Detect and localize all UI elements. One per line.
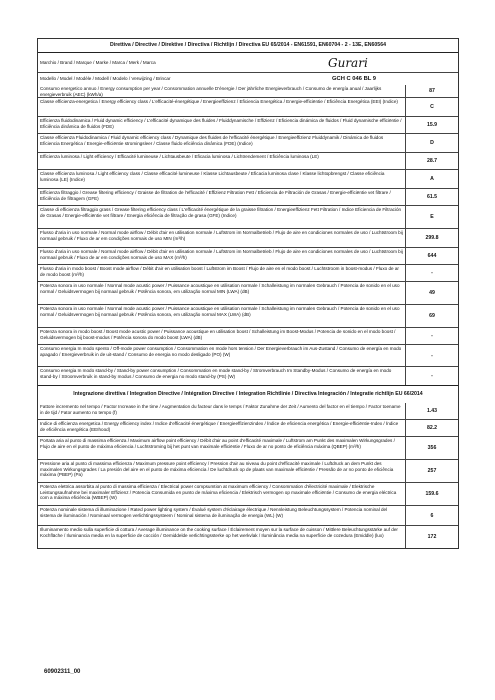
parameter-value: 49 <box>405 282 458 304</box>
parameter-label: Efficienza luminosa / Light efficiency / Efficacité lumineuse / Lichtausbeute / Eficacia luminosa / Lichtrendement / Eficiência luminosa (LE) <box>40 154 319 159</box>
document-code: 60902311_00 <box>44 669 81 675</box>
table-row <box>38 228 458 247</box>
table-row <box>38 505 458 525</box>
parameter-label: Potenza sonora in uso normale / Normal mode acustic power / Puissance acoustique en utilisation normale / Schalleistung im normalen Gebrauch / Potencia de sonido en el uso normal / Geluidsvermogen bij normaal gebruik / Potência sonora, em utilização normal MAX (LWA) (dB) <box>40 306 400 317</box>
parameter-value: 257 <box>405 460 458 482</box>
table-row <box>38 152 458 169</box>
table-row <box>38 85 458 97</box>
parameter-value: 356 <box>405 437 458 459</box>
table-row <box>38 327 458 344</box>
table-row <box>38 419 458 436</box>
parameter-label: Potenza sonora in uso normale / Normal mode acustic power / Puissance acoustique en utilisation normale / Schalleistung im normalen Gebrauch / Potencia de sonido en el uso normal / Geluidsvermogen bij normaal gebruik / Potência sonora, em utilização normal MIN (LWA) (dB) <box>40 283 400 294</box>
parameter-value: 1.43 <box>405 403 458 419</box>
parameter-label: Consumo energetico annuo / Energy consumption per year / Consommation annuelle D'énergie / Der jährliche Energieverbrauch / Consumo de energía anual / Jaarlijks energieverbruik (AEC) (kWh/a) <box>40 86 382 97</box>
parameter-label: Classe di efficienza filtraggio grass / Grease filtering efficiency class / L'efficacité énergétique de la graisse filtration / Energieeffizienz Fett Filtration / Indice Eficiencia de Filtración de Grasas / Energie-efficiëntie vet filtrare / Energia eficiência de filtração de grasa (GFE) (Indice) <box>40 207 402 218</box>
parameter-value: 15.9 <box>405 117 458 133</box>
parameter-value: 87 <box>405 85 458 97</box>
table-row <box>38 169 458 188</box>
parameter-label: Portata aria al punto di massima efficienza / Maximum airflow point efficiency / Débit d'air au point d'efficacité maximale / Luftstrom am Punkt des maximalen Wirkungsgrades / Flujo de aire en el punto de máxima eficiencia / Luchtstroming bij het punt van maximale efficiëntie / Fluxo de ar no ponto de eficiência máxima (QBEP) (m³/h) <box>40 438 395 449</box>
table-row <box>38 482 458 505</box>
parameter-value: E <box>405 206 458 228</box>
table-row <box>38 366 458 385</box>
model-label: Modello / Model / Modèle / Modell / Modelo / Verwijzing / Brincar <box>40 76 171 82</box>
parameter-label: Potenza sonora in modo boost / Boost mode acustic power / Puissance acoustique en utilisation boost / Schalleistung im Boost-Modus / Potencia de sonido en el modo boost / Geluidsvermogen bij boost-modus / Potência sonora do modo boost (LWA) (dB) <box>40 329 396 340</box>
parameter-label: Illuminamento medio sulla superficie di cottura / Average illuminance on the cooking surface / Éclairement moyen sur la surface de cuisson / Mittlere Beleuchtungsstärke auf der Kochfläche / Iluminancia media en la superficie de cocción / Gemiddelde verlichtingssterke op het werkvlak / Iluminância media na superfície de cozedura (Emiddle) (lux) <box>40 527 398 538</box>
parameter-value: - <box>405 367 458 385</box>
brand-row <box>38 52 458 72</box>
parameter-value: C <box>405 98 458 116</box>
table-row <box>38 459 458 482</box>
table-row <box>38 188 458 205</box>
parameter-value: 299.8 <box>405 229 458 247</box>
parameter-value: - <box>405 328 458 344</box>
datasheet-table <box>37 38 459 549</box>
table-row <box>38 116 458 133</box>
parameter-label: Flusso d'aria in uso normale / Normal mode airflow / Débit d'air en utilisation normale / Luftstrom im Normalbetrieb / Flujo de aire en condiciones normales de uso / Luchtstroom bij normaal gebruik / Fluxo de ar em condições normais de uso MIN (m³/h) <box>40 230 403 241</box>
parameter-label: Potenza elettrica assorbita al punto di massima efficienza / Electrical power compsumtion at maximum efficiency / Consommation d'électricité maximale / Elektrische Leistungsaufnahme bei maximaler Effizienz / Potencia Consumida en punto de máxima eficiencia / Elektrisch vermogen op maximale efficiëntie / Consumo de energia eléctrica com a máxima eficiência (WBEP) (W) <box>40 484 397 501</box>
table-row <box>38 264 458 281</box>
table-row <box>38 133 458 152</box>
parameter-value: 159.6 <box>405 483 458 505</box>
parameter-value: 82.2 <box>405 420 458 436</box>
table-row <box>38 247 458 264</box>
brand-logo: Gurari <box>328 55 368 70</box>
parameter-label: Flusso d'aria in uso normale / Normal mode airflow / Débit d'air en utilisation normale / Luftstrom im Normalbetrieb / Flujo de aire en condiciones normales de uso / Luchtstroom bij normaal gebruik / Fluxo de ar em condições normais de uso MAX (m³/h) <box>40 249 403 260</box>
parameter-value: 172 <box>405 526 458 548</box>
parameter-value: D <box>405 134 458 152</box>
model-value: GCH C 046 BL 9 <box>332 76 377 82</box>
parameter-value: 28.7 <box>405 153 458 169</box>
table-row <box>38 344 458 366</box>
parameter-value: A <box>405 170 458 188</box>
brand-label: Marchio / Brand / Marque / Marke / Marca / Merk / Marca <box>40 59 156 65</box>
parameter-value: - <box>405 345 458 366</box>
parameter-label: Pressione aria al punto di massima efficienza / Maximum pressure point efficiency / Pression d'air au niveau du point d'efficacité maximale / Luftdruck an dem Punkt des maximalen Wirkungsgrades / La presión del aire en el punto de máxima eficiencia / De luchtdruck op de plaats van maximale efficiëntie / Pressão de ar no ponto de eficiência máxima (PBEP) (Pa) <box>40 461 394 478</box>
integration-header-row <box>38 385 458 403</box>
table-row <box>38 436 458 459</box>
parameter-value: 644 <box>405 248 458 264</box>
table-row <box>38 525 458 548</box>
table-row <box>38 97 458 116</box>
parameter-value: - <box>405 265 458 281</box>
parameters-section <box>38 85 458 385</box>
parameter-label: Consumo energia In modo stand-by / Stand-by power consumption / Consommation en mode stand-by / Stromverbrauch Im Standby-Modus / Consumo de energía en modo stand-by / Stroomverbruik in stand-by modus / Consumo de energia no modo stand-by (PS) (W) <box>40 368 392 379</box>
parameter-label: Consumo energia In modo spento / Off-mode power consumption / Consommation en mode hors tension / Der Energieverbrauch im Aus-Zustand / Consumo de energía en modo apagado / Energieverbruik in de uit-stand / Consumo de energia no modo desligado (PO) (W) <box>40 346 402 357</box>
integration-title: Integrazione direttiva / Integration Directive / Intégration Directive / Integration Richtlinie / Directiva Integración / Integratie richtlijn EU 66/2014 <box>73 390 423 397</box>
parameter-value: 61.5 <box>405 189 458 205</box>
table-row <box>38 304 458 327</box>
table-row <box>38 205 458 228</box>
parameter-label: Flusso d'aria in modo boost / Boost mode airflow / Débit d'air en utilisation boost / Luftstrom im Boost / Flujo de aire en el modo boost / Luchtstroom in boost-modus / Fluxo de ar de modo boost (m³/h) <box>40 266 399 277</box>
model-row <box>38 72 458 85</box>
header-row <box>38 39 458 52</box>
parameter-label: Efficienza filtraggio / Grease filtering efficiency / Graisse de filtration de l'efficacité / Effizienz Filtration Fett / Eficiencia de Filtración de Grasas / Energie-efficiëntie vet filtrare / Eficiência de filtragem (GFE) <box>40 190 391 201</box>
parameter-label: Efficienza fluidodinamica / Fluid dynamic efficiency / L'efficacité dynamique des fluides / Fluiddynamische / Effizienz / Eficiencia dinámica de fluidos / Fluid dynamische efficiëntie / Eficiência dinâmica de fluidos (FDE) <box>40 118 402 129</box>
parameter-value: 69 <box>405 305 458 327</box>
header-title: Direttiva / Directive / Direktive / Directiva / Richtlijn / Directiva EU 65/2014 - EN61591, EN60704 - 2 - 13E, EN60564 <box>110 41 386 48</box>
parameter-value: 6 <box>405 506 458 525</box>
parameter-label: Classe efficienza-energetica / Energy efficiency class / L'efficacité-énergétique / Energieeffizienz / Eficiencia Energética / Energie-efficiëntie / Eficiência Energética (EEI) (Indice) <box>40 99 398 104</box>
parameter-label: Indice di efficienza energetica / Energy efficiency index / Indice d'efficacité énergétique / Energieeffizienzindex / Índice de eficiencia energética / Energie-efficiëntie-Index / Índice de eficiência energética (EEIhood) <box>40 421 399 432</box>
integration-section <box>38 403 458 548</box>
parameter-label: Fattore incremento nel tempo / Factor Increase in the time / Augmentation du facteur dans le temps / Faktor Zunahme der Zeit / Aumento del factor en el tiempo / Factor toename in de tijd / Fator aumento no tempo (f) <box>40 404 401 415</box>
parameter-label: Classe efficienza luminosa / Light efficiency class / Classe efficacité lumineuse / Klasse Lichtausbeute / Eficacia luminosa clase / Klasse lichtopbrengst / Classe eficiência luminosa (LE) (Indice) <box>40 171 385 182</box>
table-row <box>38 281 458 304</box>
table-row <box>38 403 458 419</box>
parameter-label: Potenza nominale sistema di illuminazione / Rated power lighting system / Évalué system d'éclairage électrique / Nennleistung Beleuchtungssystem / Potencia nominal del sistema de iluminación / Nominaal vermogen verlichtingssysteem / Nominal sistema de iluminação de energia (WL) (W) <box>40 507 388 518</box>
parameter-label: Classe efficienza Fluidodinamica / Fluid dynamic efficiency class / Dynamique des fluides de l'efficacité énergétique / Energieeffizienz Fluiddynamik / Dinámica de fluidos Eficiencia Energética / Energie-efficiëntie stromingsleer / Classe fluido eficiência dinâmica (FDE) (Indice) <box>40 135 384 146</box>
